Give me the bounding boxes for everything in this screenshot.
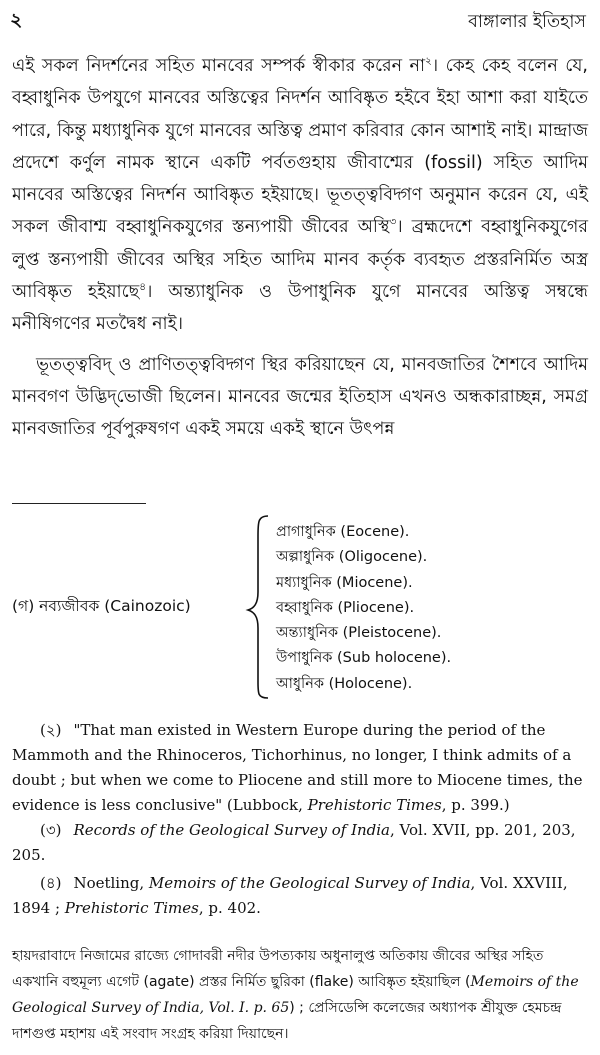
bottom-note: হায়দরাবাদে নিজামের রাজ্যে গোদাবরী নদীর উপত্যকায় অধুনালুপ্ত অতিকায় জীবের অস্থির সহিত একখানি বহুমূল্য এগেট (agate) প্রস্তর নির্মিত ছুরিকা (flake) আবিষ্কৃত হইয়াছিল (Memoirs of the Geological Survey of India, Vol. I. p. 65) ; প্রেসিডেন্সি কলেজের অধ্যাপক শ্রীযুক্ত হেমচন্দ্র দাশগুপ্ত মহাশয় এই সংবাদ সংগ্রহ করিয়া দিয়াছেন। <box>12 948 579 1042</box>
cainozoic-label: (গ) নব্যজীবক (Cainozoic) <box>12 597 191 615</box>
paragraph-1: এই সকল নিদর্শনের সহিত মানবের সম্পর্ক স্বীকার করেন না$^২$। কেহ কেহ বলেন যে, বহ্বাধুনিক উপযুগে মানবের অস্তিত্বের নিদর্শন আবিষ্কৃত হইবে ইহা আশা করা যাইতে পারে, কিন্তু মধ্যাধুনিক যুগে মানবের অস্তিত্ব প্রমাণ করিবার কোন আশাই নাই। মান্দ্রাজ প্রদেশে কর্ণুল নামক স্থানে একটি পর্বতগুহায় জীবাশ্মের (fossil) সহিত আদিম মানবের অস্তিত্বের নিদর্শন আবিষ্কৃত হইয়াছে। ভূতত্ত্ববিদ্গণ অনুমান করেন যে, এই সকল জীবাশ্ম বহ্বাধুনিকযুগের স্তন্যপায়ী জীবের অস্থি$^৩$। ব্রহ্মদেশে বহ্বাধুনিকযুগের লুপ্ত স্তন্যপায়ী জীবের অস্থির সহিত আদিম মানব কর্তৃক ব্যবহৃত প্রস্তরনির্মিত অস্ত্র আবিষ্কৃত হইয়াছে$^৪$। অন্ত্যাধুনিক ও উপাধুনিক যুগে মানবের অস্তিত্ব সম্বন্ধে মনীষিগণের মতদ্বৈধ নাই। <box>12 55 588 335</box>
footnote-marker: (৪) <box>40 874 62 892</box>
main-text <box>12 50 588 446</box>
epoch-item: প্রাগাধুনিক (Eocene). <box>276 524 410 540</box>
footnote-ref-2: ২ <box>425 55 432 68</box>
epoch-item: অল্পাধুনিক (Oligocene). <box>276 549 428 566</box>
running-header <box>10 6 586 32</box>
paragraph-2: ভূতত্ত্ববিদ্ ও প্রাণিতত্ত্ববিদ্গণ স্থির করিয়াছেন যে, মানবজাতির শৈশবে আদিম মানবগণ উদ্ভিদ্‌ভোজী ছিলেন। মানবের জন্মের ইতিহাস এখনও অন্ধকারাচ্ছন্ন, সমগ্র মানবজাতির পূর্বপুরুষগণ একই সময়ে একই স্থানে উৎপন্ন <box>12 354 588 440</box>
epoch-item: মধ্যাধুনিক (Miocene). <box>276 574 413 591</box>
footnote-marker: (২) <box>40 721 62 739</box>
footnote-2: (২) "That man existed in Western Europe during the period of the Mammoth and the Rhinoceros, Tichorhinus, no longer, I think admits of a doubt ; but when we come to Pliocene and still more to Miocene times, the evidence is less conclusive" (Lubbock, Prehistoric Times, p. 399.) <box>12 721 583 814</box>
footnote-marker: (৩) <box>40 821 62 839</box>
epoch-item: আধুনিক (Holocene). <box>276 675 413 692</box>
epoch-item: উপাধুনিক (Sub holocene). <box>276 650 452 667</box>
page-number: ২ <box>10 9 23 31</box>
epoch-list <box>276 520 451 697</box>
footnote-3: (৩) Records of the Geological Survey of India, Vol. XVII, pp. 201, 203, 205. <box>12 821 576 864</box>
epoch-item: অন্ত্যাধুনিক (Pleistocene). <box>276 625 442 642</box>
footnote-ref-4: ৪ <box>139 281 147 294</box>
epoch-item: বহ্বাধুনিক (Pliocene). <box>276 599 415 616</box>
footnote-4: (৪) Noetling, Memoirs of the Geological Survey of India, Vol. XXVIII, 1894 ; Prehistoric Times, p. 402. <box>12 874 568 917</box>
geological-epochs-block <box>0 512 600 702</box>
footnote-ref-3: ৩ <box>389 216 397 229</box>
running-title: বাঙ্গালার ইতিহাস <box>468 12 586 32</box>
curly-brace-icon <box>244 512 274 702</box>
footnote-divider <box>12 503 146 504</box>
